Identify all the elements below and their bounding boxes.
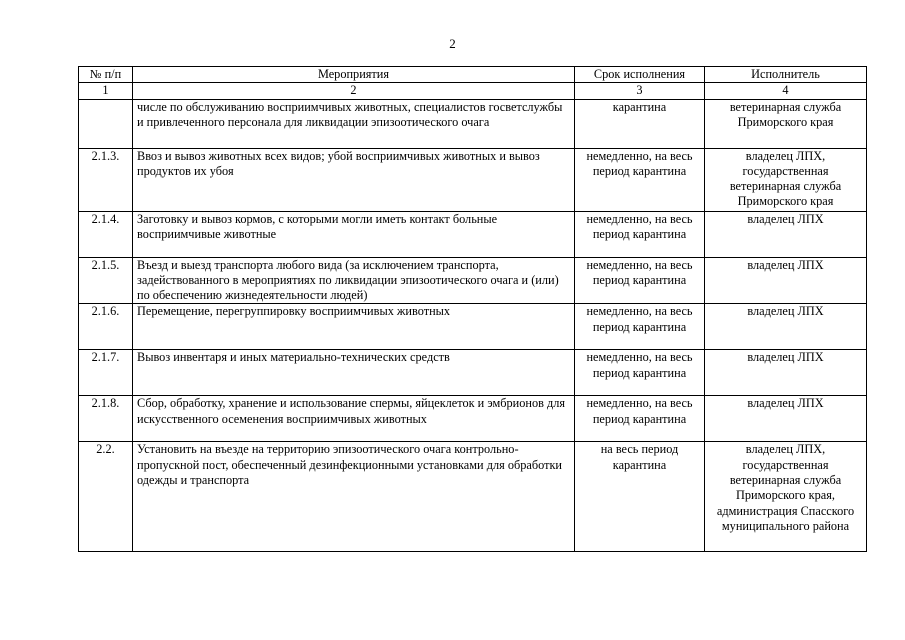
row-term: немедленно, на весь период карантина bbox=[575, 211, 705, 257]
row-executor: владелец ЛПХ bbox=[705, 257, 867, 304]
row-activity: Въезд и выезд транспорта любого вида (за исключением транспорта, задействованного в мероприятиях по ликвидации эпизоотического очага и (или) по обеспечению жизнедеятельности людей) bbox=[133, 257, 575, 304]
row-activity: Вывоз инвентаря и иных материально-технических средств bbox=[133, 350, 575, 396]
row-number: 2.1.6. bbox=[79, 304, 133, 350]
row-executor: ветеринарная служба Приморского края bbox=[705, 99, 867, 148]
column-number: 3 bbox=[575, 83, 705, 99]
table-row bbox=[79, 442, 867, 552]
row-executor: владелец ЛПХ bbox=[705, 304, 867, 350]
row-activity: числе по обслуживанию восприимчивых животных, специалистов госветслужбы и привлеченного персонала для ликвидации эпизоотического очага bbox=[133, 99, 575, 148]
row-term: немедленно, на весь период карантина bbox=[575, 350, 705, 396]
row-activity: Установить на въезде на территорию эпизоотического очага контрольно-пропускной пост, обеспеченный дезинфекционными установками для обработки одежды и транспорта bbox=[133, 442, 575, 552]
header-executor: Исполнитель bbox=[705, 67, 867, 83]
column-number: 1 bbox=[79, 83, 133, 99]
row-activity: Сбор, обработку, хранение и использование спермы, яйцеклеток и эмбрионов для искусственного осеменения восприимчивых животных bbox=[133, 396, 575, 442]
table-row bbox=[79, 396, 867, 442]
header-term: Срок исполнения bbox=[575, 67, 705, 83]
row-executor: владелец ЛПХ bbox=[705, 350, 867, 396]
row-term: немедленно, на весь период карантина bbox=[575, 257, 705, 304]
row-activity: Перемещение, перегруппировку восприимчивых животных bbox=[133, 304, 575, 350]
header-row bbox=[79, 67, 867, 83]
row-term: немедленно, на весь период карантина bbox=[575, 304, 705, 350]
row-number: 2.1.4. bbox=[79, 211, 133, 257]
header-activity: Мероприятия bbox=[133, 67, 575, 83]
header-num: № п/п bbox=[79, 67, 133, 83]
row-number: 2.1.3. bbox=[79, 148, 133, 211]
row-number bbox=[79, 99, 133, 148]
row-executor: владелец ЛПХ, государственная ветеринарная служба Приморского края, администрация Спасского муниципального района bbox=[705, 442, 867, 552]
row-executor: владелец ЛПХ, государственная ветеринарная служба Приморского края bbox=[705, 148, 867, 211]
row-executor: владелец ЛПХ bbox=[705, 211, 867, 257]
table-row bbox=[79, 148, 867, 211]
row-number: 2.2. bbox=[79, 442, 133, 552]
row-number: 2.1.7. bbox=[79, 350, 133, 396]
table-row bbox=[79, 257, 867, 304]
column-number-row bbox=[79, 83, 867, 99]
page-number: 2 bbox=[449, 36, 456, 51]
row-term: карантина bbox=[575, 99, 705, 148]
row-term: немедленно, на весь период карантина bbox=[575, 396, 705, 442]
measures-table bbox=[78, 66, 867, 552]
table-row bbox=[79, 304, 867, 350]
row-number: 2.1.5. bbox=[79, 257, 133, 304]
table-row bbox=[79, 211, 867, 257]
row-activity: Ввоз и вывоз животных всех видов; убой восприимчивых животных и вывоз продуктов их убоя bbox=[133, 148, 575, 211]
row-number: 2.1.8. bbox=[79, 396, 133, 442]
table-row bbox=[79, 99, 867, 148]
row-term: на весь период карантина bbox=[575, 442, 705, 552]
row-activity: Заготовку и вывоз кормов, с которыми могли иметь контакт больные восприимчивые животные bbox=[133, 211, 575, 257]
table-row bbox=[79, 350, 867, 396]
table-body bbox=[79, 83, 867, 552]
column-number: 4 bbox=[705, 83, 867, 99]
column-number: 2 bbox=[133, 83, 575, 99]
row-term: немедленно, на весь период карантина bbox=[575, 148, 705, 211]
table-header bbox=[79, 67, 867, 83]
row-executor: владелец ЛПХ bbox=[705, 396, 867, 442]
